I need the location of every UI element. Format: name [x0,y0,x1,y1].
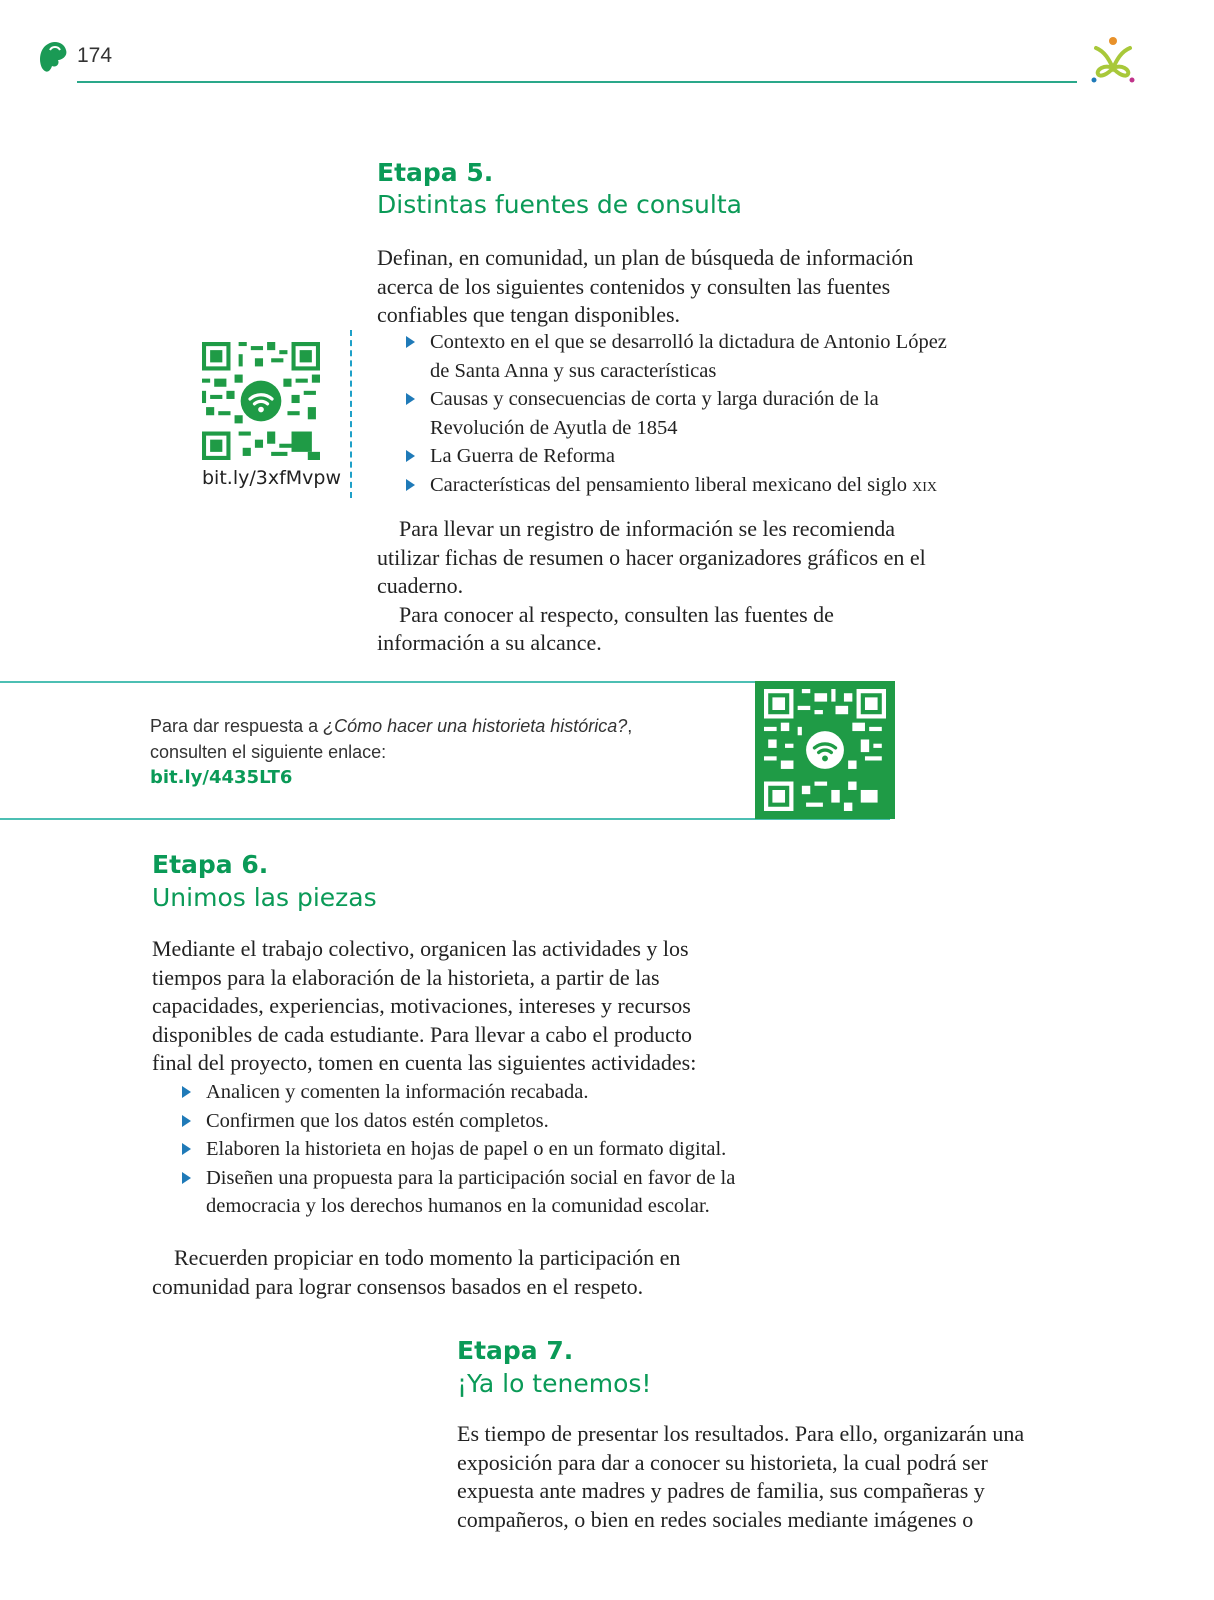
flower-person-icon [1086,34,1140,88]
list-item: Analicen y comenten la información recabada. [180,1078,760,1107]
etapa-6-intro-text: Mediante el trabajo colectivo, organicen las actividades y los tiempos para la elaboración de la historieta, a partir de las capacidades, experiencias, motivaciones, intereses y recursos disponibles de cada estudiante. Para llevar a cabo el producto final del proyecto, tomen en cuenta las siguientes actividades: [152,936,697,1075]
century-numeral: xix [912,473,938,496]
dashed-divider [350,330,352,498]
etapa-7-intro [457,1420,1052,1534]
list-item-text: Características del pensamiento liberal mexicano del siglo [430,473,908,496]
banner-text [150,713,632,791]
banner-line-1 [150,713,632,739]
banner-text-after: , [627,716,633,736]
list-item: Elaboren la historieta en hojas de papel o en un formato digital. [180,1135,760,1164]
etapa-5-number: Etapa 5. [377,158,494,187]
list-item: La Guerra de Reforma [404,442,964,471]
etapa-6-intro [152,935,732,1078]
etapa-5-title: Distintas fuentes de consulta [377,190,742,219]
list-item: Confirmen que los datos estén completos. [180,1107,760,1136]
etapa-5-bullet-list [404,328,964,499]
etapa-6-number: Etapa 6. [152,850,269,879]
list-item: Causas y consecuencias de corta y larga duración de la Revolución de Ayutla de 1854 [404,385,964,442]
etapa-7-intro-text: Es tiempo de presentar los resultados. Para ello, organizarán una exposición para dar a conocer su historieta, la cual podrá ser expuesta ante madres y padres de familia, sus compañeras y compañeros, o bien en redes sociales mediante imágenes o [457,1421,1025,1532]
etapa-6-title: Unimos las piezas [152,883,377,912]
list-item [404,471,964,500]
banner-line-2: consulten el siguiente enlace: [150,742,387,762]
etapa-5-para-2: Para conocer al respecto, consulten las fuentes de información a su alcance. [377,601,834,655]
list-item: Contexto en el que se desarrolló la dictadura de Antonio López de Santa Anna y sus características [404,328,964,385]
etapa-7-title: ¡Ya lo tenemos! [457,1369,652,1398]
etapa-6-closing-text: Recuerden propiciar en todo momento la participación en comunidad para lograr consensos basados en el respeto. [152,1245,681,1299]
qr-code-icon [763,689,887,811]
banner-text-before: Para dar respuesta a [150,716,324,736]
list-item: Diseñen una propuesta para la participación social en favor de la democracia y los derechos humanos en la comunidad escolar. [180,1164,760,1221]
etapa-5-paragraphs [377,515,927,658]
etapa-5-para-1: Para llevar un registro de información se les recomienda utilizar fichas de resumen o hacer organizadores gráficos en el cuaderno. [377,516,926,598]
page-number: 174 [77,44,113,67]
etapa-6-bullet-list [180,1078,760,1221]
banner-qr-panel[interactable] [755,681,895,819]
banner-link[interactable]: bit.ly/4435LT6 [150,767,293,788]
etapa-5-intro [377,244,947,330]
etapa-7-number: Etapa 7. [457,1336,574,1365]
header-rule [77,81,1077,83]
etapa-6-closing [152,1244,697,1301]
banner-text-italic: ¿Cómo hacer una historieta histórica? [323,716,628,736]
qr-code-icon[interactable] [202,342,320,460]
etapa-5-intro-text: Definan, en comunidad, un plan de búsqueda de información acerca de los siguientes contenidos y consulten las fuentes confiables que tengan disponibles. [377,245,914,327]
leaf-head-icon [36,38,70,76]
qr-link-text[interactable]: bit.ly/3xfMvpw [202,467,342,489]
